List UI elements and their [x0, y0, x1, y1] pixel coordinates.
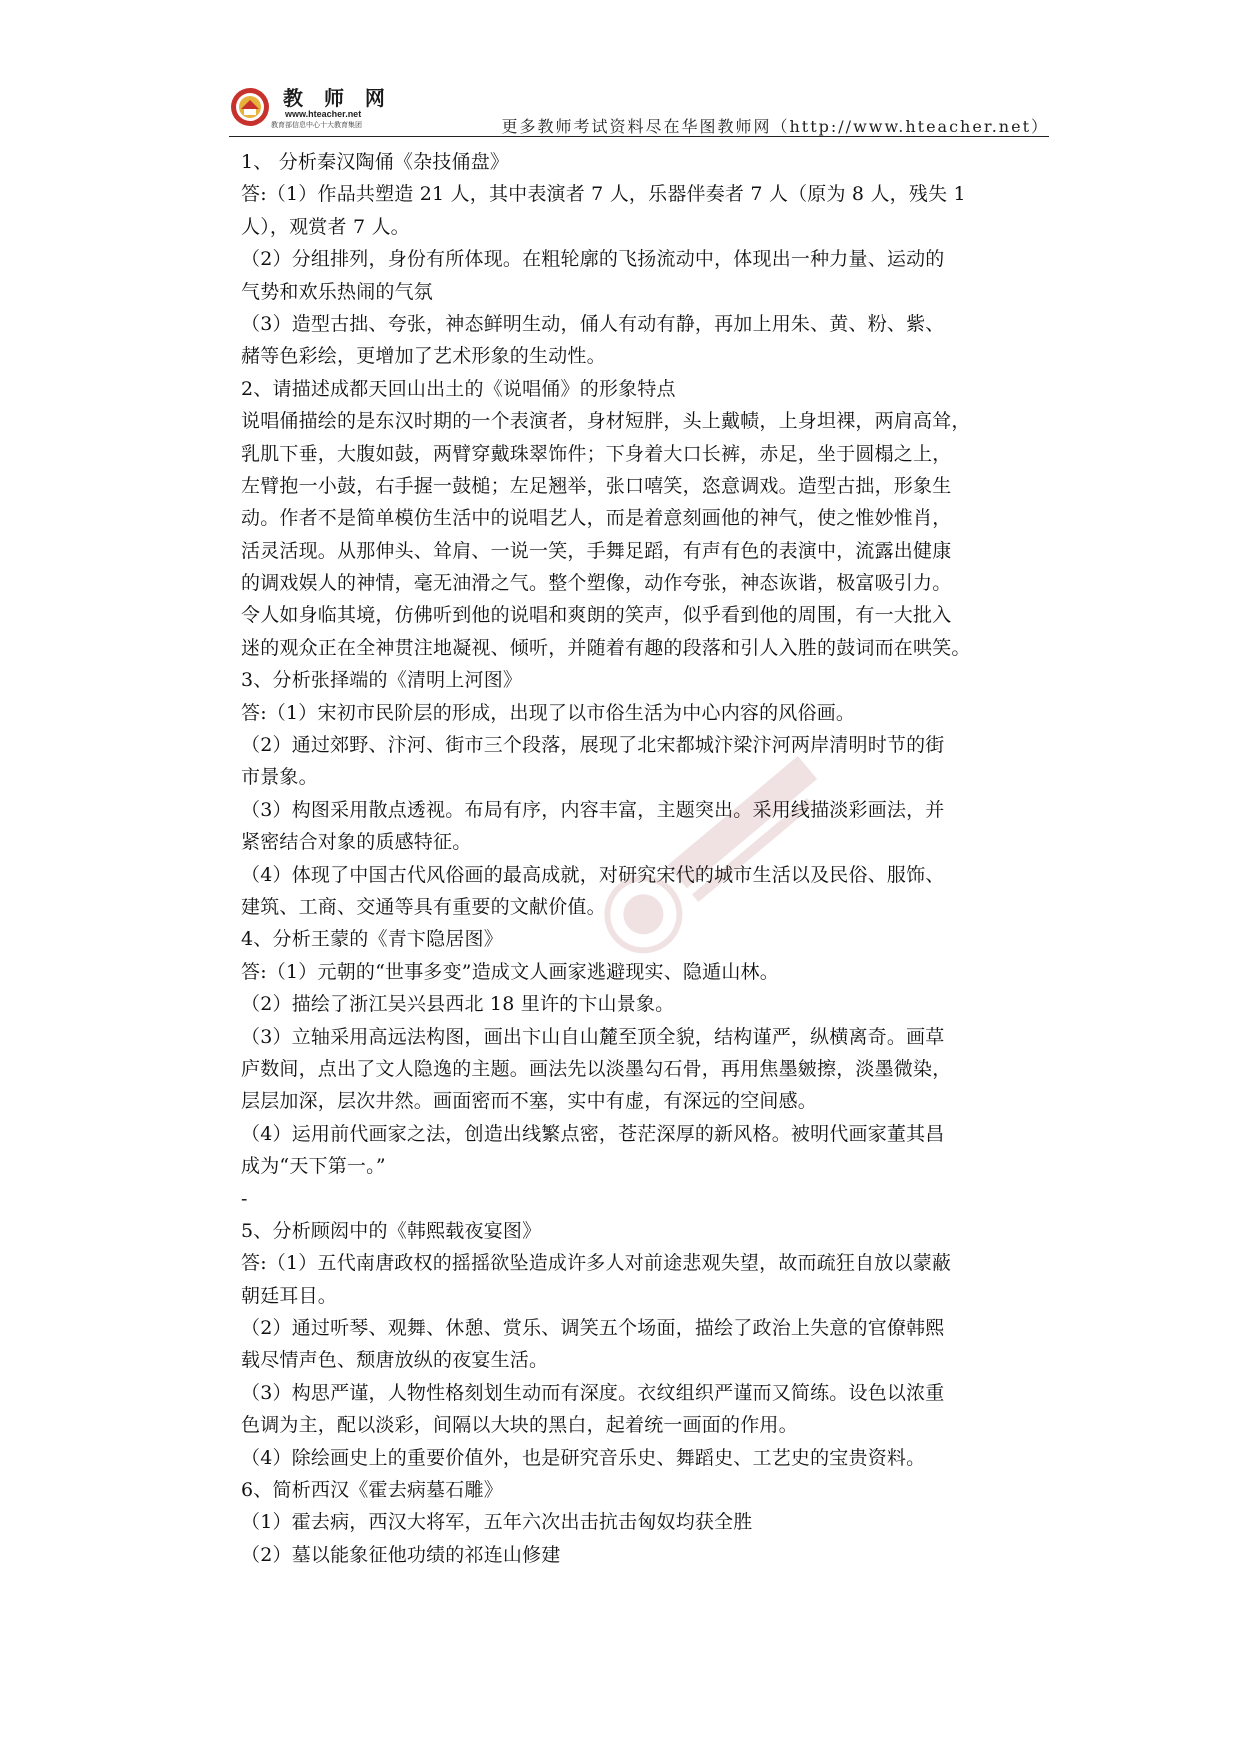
site-logo[interactable] [229, 82, 409, 136]
document-body [241, 146, 1047, 1571]
text-line: 答:（1）元朝的“世事多变”造成文人画家逃避现实、隐遁山林。 [241, 960, 779, 983]
text-line: 载尽情声色、颓唐放纵的夜宴生活。 [241, 1349, 549, 1372]
text-line: 说唱俑描绘的是东汉时期的一个表演者，身材短胖，头上戴帻，上身坦裸，两肩高耸， [241, 410, 971, 433]
text-line: 气势和欢乐热闹的气氛 [241, 280, 434, 303]
text-line: （4）体现了中国古代风俗画的最高成就，对研究宋代的城市生活以及民俗、服饰、 [241, 863, 945, 886]
text-line: （3）造型古拙、夸张，神态鲜明生动，俑人有动有静，再加上用朱、黄、粉、紫、 [241, 312, 945, 335]
text-line: 建筑、工商、交通等具有重要的文献价值。 [241, 895, 606, 918]
text-line: 5、分析顾闳中的《韩熙载夜宴图》 [241, 1219, 542, 1242]
text-line: 1、 分析秦汉陶俑《杂技俑盘》 [241, 151, 510, 173]
text-line: 庐数间，点出了文人隐逸的主题。画法先以淡墨勾石骨，再用焦墨皴擦，淡墨微染， [241, 1057, 952, 1080]
text-line: （4）运用前代画家之法，创造出线繁点密，苍茫深厚的新风格。被明代画家董其昌 [241, 1122, 945, 1145]
page-header [229, 82, 1049, 138]
text-line: 活灵活现。从那伸头、耸肩、一说一笑，手舞足蹈，有声有色的表演中，流露出健康 [241, 539, 952, 562]
text-line: 2、请描述成都天回山出土的《说唱俑》的形象特点 [241, 377, 676, 400]
text-line: 人），观赏者 7 人。 [241, 215, 410, 238]
text-line: 市景象。 [241, 766, 318, 789]
text-line: 的调戏娱人的神情，毫无油滑之气。整个塑像，动作夸张，神态诙谐，极富吸引力。 [241, 572, 952, 595]
text-line: - [241, 1187, 248, 1210]
text-line: 紧密结合对象的质感特征。 [241, 831, 472, 854]
logo-slogan: 教育部信息中心十大教育集团 [271, 121, 362, 129]
text-line: 答:（1）作品共塑造 21 人，其中表演者 7 人，乐器伴奏者 7 人（原为 8 人，残失 1 [241, 183, 966, 206]
text-line: （2）通过郊野、汴河、街市三个段落，展现了北宋都城汴梁汴河两岸清明时节的街 [241, 734, 945, 757]
text-line: （4）除绘画史上的重要价值外，也是研究音乐史、舞蹈史、工艺史的宝贵资料。 [241, 1446, 926, 1469]
text-line: 左臂抱一小鼓，右手握一鼓槌；左足翘举，张口嘻笑，恣意调戏。造型古拙，形象生 [241, 474, 952, 497]
text-line: （2）描绘了浙江吴兴县西北 18 里许的卞山景象。 [241, 993, 675, 1016]
text-line: （1）霍去病，西汉大将军，五年六次出击抗击匈奴均获全胜 [241, 1511, 753, 1534]
header-tagline: 更多教师考试资料尽在华图教师网（http://www.hteacher.net） [501, 117, 1049, 136]
text-line: 答:（1）五代南唐政权的摇摇欲坠造成许多人对前途悲观失望，故而疏狂自放以蒙蔽 [241, 1252, 952, 1275]
text-line: 朝廷耳目。 [241, 1284, 338, 1307]
text-line: 动。作者不是简单模仿生活中的说唱艺人，而是着意刻画他的神气，使之惟妙惟肖， [241, 507, 952, 530]
text-line: （3）立轴采用高远法构图，画出卞山自山麓至顶全貌，结构谨严，纵横离奇。画草 [241, 1025, 945, 1048]
text-line: 6、简析西汉《霍去病墓石雕》 [241, 1479, 503, 1502]
text-line: 色调为主，配以淡彩，间隔以大块的黑白，起着统一画面的作用。 [241, 1414, 798, 1437]
text-line: 赭等色彩绘，更增加了艺术形象的生动性。 [241, 345, 606, 368]
text-line: 迷的观众正在全神贯注地凝视、倾听，并随着有趣的段落和引人入胜的鼓词而在哄笑。 [241, 636, 971, 659]
text-line: （3）构思严谨，人物性格刻划生动而有深度。衣纹组织严谨而又简练。设色以浓重 [241, 1381, 945, 1404]
text-line: 3、分析张择端的《清明上河图》 [241, 669, 523, 692]
text-line: 成为“天下第一。” [241, 1155, 386, 1178]
text-line: 令人如身临其境，仿佛听到他的说唱和爽朗的笑声，似乎看到他的周围，有一大批入 [241, 604, 952, 627]
text-line: 层层加深，层次井然。画面密而不塞，实中有虚，有深远的空间感。 [241, 1090, 818, 1113]
logo-emblem-icon [229, 86, 271, 128]
text-line: （2）墓以能象征他功绩的祁连山修建 [241, 1543, 561, 1566]
logo-title: 教 师 网 [283, 86, 392, 110]
header-divider [229, 136, 1049, 137]
logo-url: www.hteacher.net [285, 109, 362, 119]
text-line: （2）分组排列，身份有所体现。在粗轮廓的飞扬流动中，体现出一种力量、运动的 [241, 248, 945, 271]
text-line: （2）通过听琴、观舞、休憩、赏乐、调笑五个场面，描绘了政治上失意的官僚韩熙 [241, 1317, 945, 1340]
text-line: 乳肌下垂，大腹如鼓，两臂穿戴珠翠饰件；下身着大口长裤，赤足，坐于圆榻之上， [241, 442, 952, 465]
text-line: （3）构图采用散点透视。布局有序，内容丰富，主题突出。采用线描淡彩画法，并 [241, 798, 945, 821]
text-line: 答:（1）宋初市民阶层的形成，出现了以市俗生活为中心内容的风俗画。 [241, 701, 856, 724]
text-line: 4、分析王蒙的《青卞隐居图》 [241, 928, 503, 951]
